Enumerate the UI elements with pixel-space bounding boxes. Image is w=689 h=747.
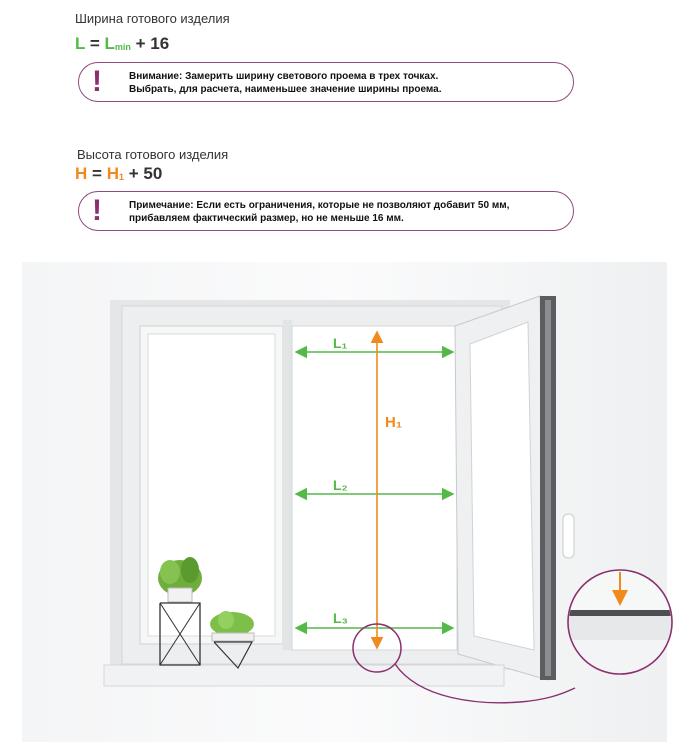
height-base: H	[106, 164, 119, 183]
width-rest: + 16	[135, 34, 170, 53]
width-caption: Ширина готового изделия	[75, 11, 230, 26]
label-l2: L₂	[333, 477, 348, 493]
height-var: H	[75, 164, 88, 183]
width-var: L	[75, 34, 86, 53]
height-eq: =	[92, 164, 102, 183]
height-rest: + 50	[128, 164, 163, 183]
width-eq: =	[89, 34, 100, 53]
width-sub: min	[114, 42, 131, 52]
mullion	[283, 320, 292, 650]
width-base: L	[104, 34, 115, 53]
window-handle	[563, 514, 574, 558]
open-sash-glass	[470, 322, 534, 650]
label-l3: L₃	[333, 610, 349, 626]
window-sill	[104, 665, 504, 686]
exclamation-icon: !	[92, 194, 102, 227]
width-note-line2: Выбрать, для расчета, наименьшее значение ширины проема.	[129, 84, 442, 95]
label-l1: L₁	[333, 335, 348, 351]
right-opening	[292, 326, 457, 650]
width-note-line1: Внимание: Замерить ширину светового проема в трех точках.	[129, 71, 439, 82]
height-note-line1: Примечание: Если есть ограничения, которые не позволяют добавит 50 мм,	[129, 200, 510, 211]
height-caption: Высота готового изделия	[77, 147, 229, 162]
height-note-line2: прибавляем фактический размер, но не меньше 16 мм.	[129, 213, 404, 224]
exclamation-icon: !	[92, 65, 102, 98]
label-h1: H₁	[385, 414, 403, 431]
sash-edge-inner	[545, 300, 551, 676]
height-sub: 1	[118, 172, 124, 182]
